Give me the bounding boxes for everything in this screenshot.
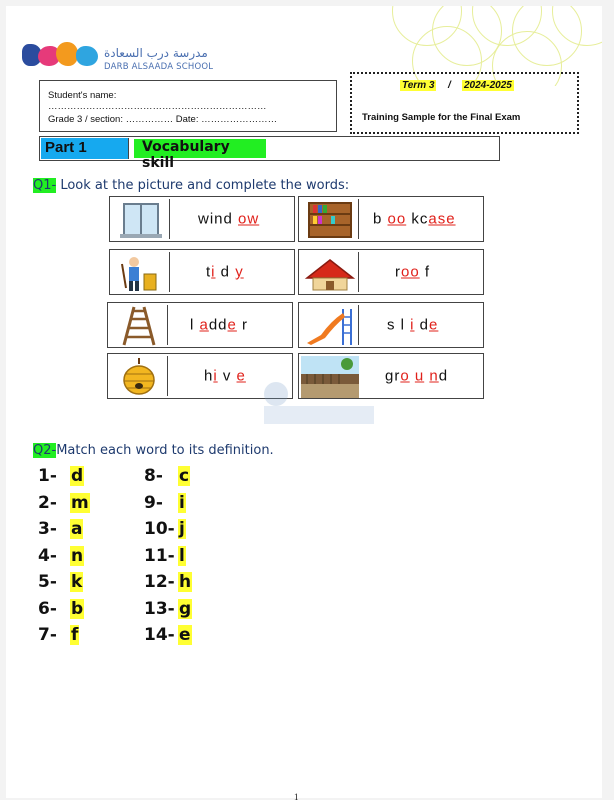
- answer-letter-highlight: c: [179, 466, 190, 486]
- given-letters: b: [373, 210, 388, 228]
- exam-subtitle: Training Sample for the Final Exam: [362, 112, 521, 123]
- answer-letter-highlight: g: [179, 598, 192, 619]
- given-letters: d: [438, 367, 449, 385]
- answer-number: 3-: [38, 519, 57, 539]
- filled-letters: e: [227, 316, 237, 334]
- filled-letters: u: [414, 367, 425, 385]
- answer-letter[interactable]: [178, 572, 192, 592]
- answer-letter-highlight: e: [179, 625, 191, 645]
- answer-letter-highlight: i: [179, 492, 185, 513]
- filled-letters: n: [429, 367, 439, 385]
- filled-letters: e: [236, 367, 246, 385]
- given-letters: dd: [208, 316, 228, 334]
- given-letters: wind: [198, 210, 239, 228]
- given-letters: d: [215, 263, 236, 281]
- filled-letters: e: [446, 210, 456, 228]
- answer-letter[interactable]: [70, 466, 84, 486]
- answer-letter[interactable]: [178, 546, 186, 566]
- filled-letters: a: [199, 316, 209, 334]
- word-hive[interactable]: [204, 368, 246, 385]
- word-roof[interactable]: [395, 264, 430, 281]
- filled-letters: as: [428, 210, 447, 228]
- vocab-cell-slide: [298, 302, 484, 348]
- given-letters: r: [395, 263, 401, 281]
- answer-letter-highlight: d: [71, 466, 84, 486]
- word-bookcase[interactable]: [373, 211, 456, 228]
- answer-letter-highlight: k: [71, 572, 83, 592]
- term-box: [350, 72, 579, 134]
- answer-letter-highlight: b: [71, 598, 84, 619]
- answer-letter-highlight: j: [179, 519, 185, 539]
- answer-letter[interactable]: [178, 625, 192, 645]
- answer-number: 11-: [144, 545, 175, 566]
- answer-number: 14-: [144, 625, 175, 645]
- filled-letters: oo: [401, 263, 420, 281]
- answer-letter[interactable]: [178, 493, 186, 513]
- answer-number: 6-: [38, 598, 57, 619]
- term-label: Term 3: [402, 80, 435, 91]
- given-letters: h: [204, 367, 214, 385]
- given-letters: f: [419, 263, 431, 281]
- q1-number: Q1-: [33, 178, 57, 193]
- slide-icon: [301, 305, 359, 345]
- bookcase-icon: [301, 199, 359, 239]
- given-letters: t: [206, 263, 212, 281]
- q2-number: Q2-: [33, 443, 57, 458]
- answer-letter-highlight: m: [71, 492, 89, 513]
- answer-letter[interactable]: [70, 546, 84, 566]
- word-slide[interactable]: [387, 317, 438, 334]
- q1-text: Look at the picture and complete the words:: [56, 178, 350, 193]
- filled-letters: o: [400, 367, 410, 385]
- answer-letter[interactable]: [70, 572, 83, 592]
- student-name-field[interactable]: Student's name: ……………………………………………………………: [48, 90, 267, 112]
- answer-letter[interactable]: [178, 519, 186, 539]
- q2-heading: [33, 443, 274, 458]
- answer-number: 13-: [144, 598, 175, 619]
- answer-number: 12-: [144, 572, 175, 592]
- ladder-icon: [110, 305, 168, 345]
- filled-letters: i: [211, 263, 216, 281]
- given-letters: gr: [385, 367, 401, 385]
- answer-letter[interactable]: [178, 466, 190, 486]
- given-letters: v: [217, 367, 237, 385]
- school-name-arabic: مدرسة درب السعادة: [104, 46, 208, 60]
- vocab-cell-tidy: [109, 249, 295, 295]
- answer-letter-highlight: n: [71, 545, 84, 566]
- filled-letters: ow: [238, 210, 260, 228]
- answer-number: 4-: [38, 545, 57, 566]
- answer-letter[interactable]: [70, 493, 90, 513]
- given-letters: kc: [406, 210, 429, 228]
- filled-letters: y: [235, 263, 244, 281]
- answer-letter[interactable]: [70, 599, 84, 619]
- answer-letter[interactable]: [70, 519, 83, 539]
- roof-icon: [301, 252, 359, 292]
- vocab-cell-ladder: [107, 302, 293, 348]
- answer-number: 8-: [144, 466, 163, 486]
- answer-number: 10-: [144, 519, 175, 539]
- q2-text: Match each word to its definition.: [56, 443, 274, 458]
- answer-letter-highlight: a: [71, 519, 83, 539]
- filled-letters: e: [429, 316, 439, 334]
- filled-letters: i: [410, 316, 415, 334]
- answer-letter[interactable]: [70, 625, 79, 645]
- filled-letters: i: [213, 367, 218, 385]
- worksheet-page: [6, 6, 602, 798]
- answer-number: 9-: [144, 492, 163, 513]
- vocab-cell-roof: [298, 249, 484, 295]
- watermark: [256, 376, 386, 436]
- hive-icon: [110, 356, 168, 396]
- answer-number: 7-: [38, 625, 57, 645]
- school-name-english: DARB ALSAADA SCHOOL: [104, 62, 214, 72]
- answer-number: 1-: [38, 466, 57, 486]
- word-ground[interactable]: [385, 368, 448, 385]
- given-letters: s l: [387, 316, 411, 334]
- part-header: [39, 136, 500, 171]
- answer-number: 2-: [38, 492, 57, 513]
- given-letters: d: [414, 316, 430, 334]
- answer-letter[interactable]: [178, 599, 192, 619]
- year-label: 2024-2025: [464, 80, 512, 91]
- given-letters: r: [236, 316, 249, 334]
- given-letters: l: [190, 316, 200, 334]
- grade-date-field[interactable]: Grade 3 / section: …………… Date: ……………………: [48, 114, 278, 125]
- skill-label: Vocabulary skill: [134, 139, 266, 158]
- word-ladder[interactable]: [190, 317, 248, 334]
- part-label: Part 1: [41, 138, 129, 159]
- q1-heading: [33, 178, 349, 193]
- page-number: 1: [294, 792, 299, 800]
- tidy-icon: [112, 252, 170, 292]
- answer-number: 5-: [38, 572, 57, 592]
- filled-letters: oo: [387, 210, 407, 228]
- window-icon: [112, 199, 170, 239]
- word-tidy[interactable]: [206, 264, 244, 281]
- answer-letter-highlight: h: [179, 572, 192, 592]
- word-window[interactable]: [198, 211, 259, 228]
- vocab-cell-window: [109, 196, 295, 242]
- student-info-box: [39, 80, 337, 132]
- vocab-cell-bookcase: [298, 196, 484, 242]
- answer-letter-highlight: l: [179, 545, 185, 566]
- term-slash: /: [448, 80, 451, 91]
- answer-letter-highlight: f: [71, 625, 79, 645]
